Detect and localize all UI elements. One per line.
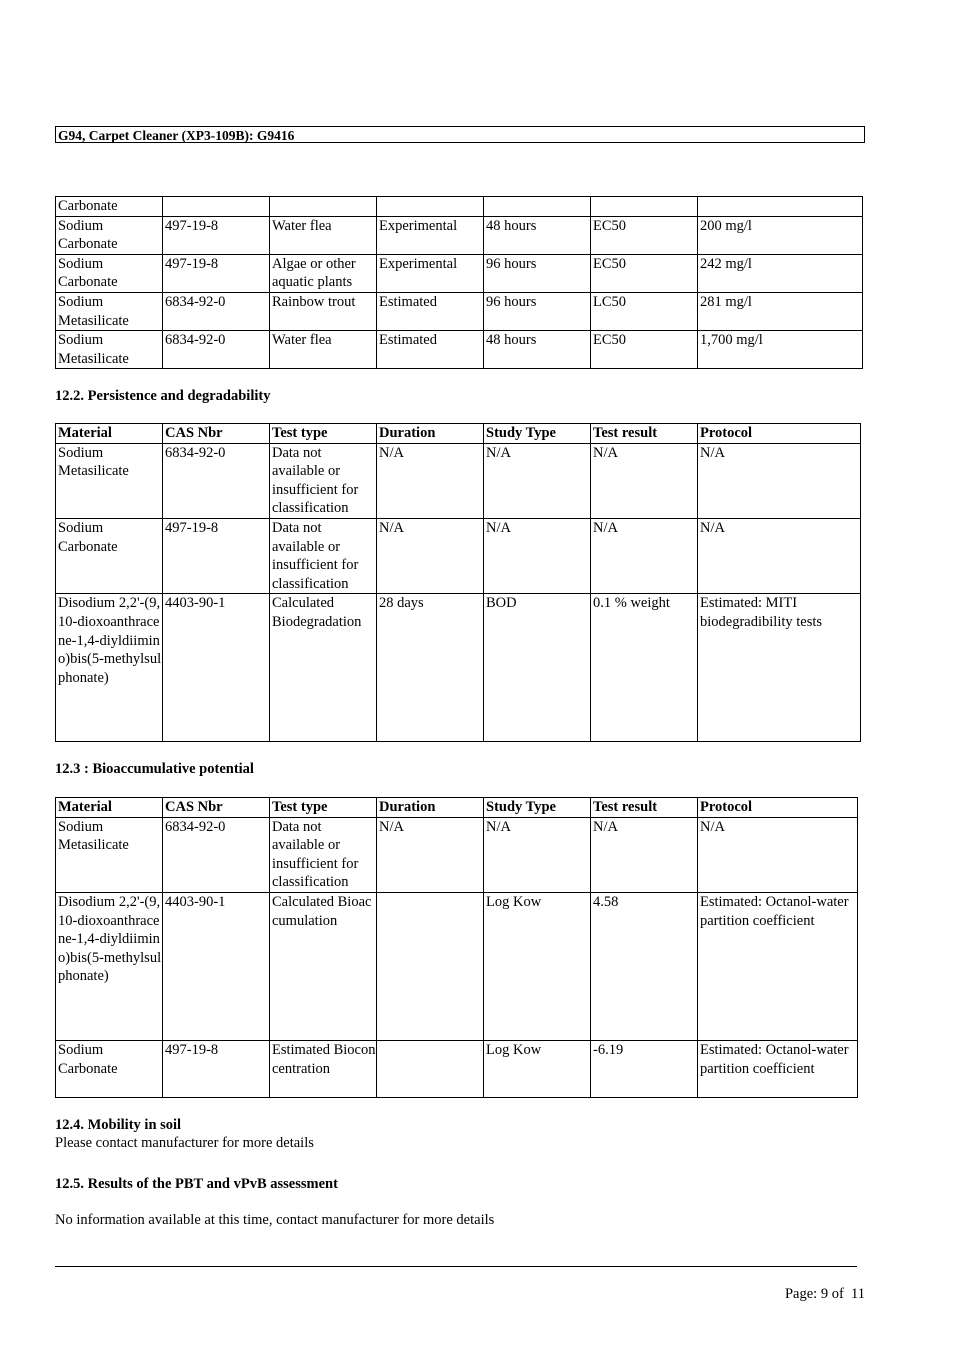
table-cell: N/A bbox=[698, 518, 861, 593]
table-cell: N/A bbox=[698, 817, 858, 892]
column-header: Duration bbox=[377, 798, 484, 818]
column-header: Test type bbox=[270, 424, 377, 444]
table-cell: N/A bbox=[484, 518, 591, 593]
page-number-label: Page: 9 of 11 bbox=[784, 1286, 865, 1302]
table-header-row bbox=[56, 798, 858, 818]
column-header: Duration bbox=[377, 424, 484, 444]
mobility-text: Please contact manufacturer for more details bbox=[55, 1135, 314, 1151]
table-cell: -6.19 bbox=[591, 1040, 698, 1097]
table-cell bbox=[163, 197, 270, 217]
table-cell: EC50 bbox=[591, 254, 698, 292]
table-cell: 497-19-8 bbox=[163, 518, 270, 593]
column-header: Study Type bbox=[484, 798, 591, 818]
table-cell: Calculated Bioaccumulation bbox=[270, 892, 377, 1040]
table-cell: Estimated: Octanol-water partition coefficient bbox=[698, 892, 858, 1040]
column-header: Material bbox=[56, 424, 163, 444]
table-cell: Estimated Bioconcentration bbox=[270, 1040, 377, 1097]
table-cell bbox=[591, 197, 698, 217]
table-cell: Sodium Carbonate bbox=[56, 216, 163, 254]
section-title-pbt: 12.5. Results of the PBT and vPvB assessment bbox=[55, 1176, 338, 1192]
table-cell: Experimental bbox=[377, 216, 484, 254]
page-number bbox=[785, 1286, 865, 1303]
table-cell: Carbonate bbox=[56, 197, 163, 217]
table-row bbox=[56, 518, 861, 593]
table-cell: 48 hours bbox=[484, 216, 591, 254]
table-row bbox=[56, 292, 863, 330]
table-cell: N/A bbox=[484, 443, 591, 518]
table-cell: Sodium Metasilicate bbox=[56, 331, 163, 369]
table-cell: Estimated: MITI biodegradibility tests bbox=[698, 594, 861, 742]
table-cell: 497-19-8 bbox=[163, 1040, 270, 1097]
table-cell: N/A bbox=[377, 443, 484, 518]
table-cell bbox=[270, 197, 377, 217]
table-cell: BOD bbox=[484, 594, 591, 742]
persistence-table bbox=[55, 423, 861, 742]
table-cell: 4403-90-1 bbox=[163, 892, 270, 1040]
column-header: CAS Nbr bbox=[163, 798, 270, 818]
footer-divider bbox=[55, 1266, 857, 1267]
column-header: Test result bbox=[591, 424, 698, 444]
table-cell: Sodium Metasilicate bbox=[56, 443, 163, 518]
table-cell: EC50 bbox=[591, 331, 698, 369]
table-cell: Calculated Biodegradation bbox=[270, 594, 377, 742]
section-title-persistence: 12.2. Persistence and degradability bbox=[55, 388, 271, 404]
table-cell: Log Kow bbox=[484, 1040, 591, 1097]
table-cell: 497-19-8 bbox=[163, 254, 270, 292]
table-cell: Rainbow trout bbox=[270, 292, 377, 330]
table-cell: 0.1 % weight bbox=[591, 594, 698, 742]
table-cell: Algae or other aquatic plants bbox=[270, 254, 377, 292]
table-row bbox=[56, 817, 858, 892]
table-cell: N/A bbox=[484, 817, 591, 892]
table-cell: Data not available or insufficient for classification bbox=[270, 817, 377, 892]
table-cell bbox=[484, 197, 591, 217]
table-cell: 200 mg/l bbox=[698, 216, 863, 254]
table-cell: Disodium 2,2'-(9,10-dioxoanthracene-1,4-diyldiimino)bis(5-methylsulphonate) bbox=[56, 594, 163, 742]
table-row bbox=[56, 216, 863, 254]
table-cell: Estimated: Octanol-water partition coefficient bbox=[698, 1040, 858, 1097]
table-cell: 6834-92-0 bbox=[163, 443, 270, 518]
table-cell: Log Kow bbox=[484, 892, 591, 1040]
column-header: Test result bbox=[591, 798, 698, 818]
table-cell: 96 hours bbox=[484, 254, 591, 292]
table-cell bbox=[377, 197, 484, 217]
table-cell: Sodium Carbonate bbox=[56, 518, 163, 593]
column-header: Protocol bbox=[698, 798, 858, 818]
section-title-bioaccumulative: 12.3 : Bioaccumulative potential bbox=[55, 761, 254, 777]
table-cell: Data not available or insufficient for classification bbox=[270, 443, 377, 518]
table-cell: Sodium Metasilicate bbox=[56, 292, 163, 330]
column-header: Test type bbox=[270, 798, 377, 818]
table-cell: 281 mg/l bbox=[698, 292, 863, 330]
bioaccumulative-table bbox=[55, 797, 858, 1098]
table-cell: N/A bbox=[377, 518, 484, 593]
table-cell: 48 hours bbox=[484, 331, 591, 369]
table-cell: Water flea bbox=[270, 216, 377, 254]
table-cell: Sodium Carbonate bbox=[56, 1040, 163, 1097]
column-header: Material bbox=[56, 798, 163, 818]
table-cell: N/A bbox=[591, 817, 698, 892]
table-row bbox=[56, 892, 858, 1040]
table-cell: 6834-92-0 bbox=[163, 331, 270, 369]
column-header: CAS Nbr bbox=[163, 424, 270, 444]
table-cell: 1,700 mg/l bbox=[698, 331, 863, 369]
table-cell: Sodium Carbonate bbox=[56, 254, 163, 292]
table-cell: Disodium 2,2'-(9,10-dioxoanthracene-1,4-diyldiimino)bis(5-methylsulphonate) bbox=[56, 892, 163, 1040]
table-header-row bbox=[56, 424, 861, 444]
table-cell: 4403-90-1 bbox=[163, 594, 270, 742]
column-header: Study Type bbox=[484, 424, 591, 444]
table-cell: Experimental bbox=[377, 254, 484, 292]
table-cell: LC50 bbox=[591, 292, 698, 330]
table-cell: N/A bbox=[591, 518, 698, 593]
table-row bbox=[56, 594, 861, 742]
table-cell: Data not available or insufficient for classification bbox=[270, 518, 377, 593]
pbt-text: No information available at this time, contact manufacturer for more details bbox=[55, 1212, 495, 1228]
table-cell: 96 hours bbox=[484, 292, 591, 330]
section-title-mobility: 12.4. Mobility in soil bbox=[55, 1117, 182, 1133]
aquatic-toxicity-table bbox=[55, 196, 863, 369]
table-cell: Estimated bbox=[377, 331, 484, 369]
table-cell: 28 days bbox=[377, 594, 484, 742]
table-row bbox=[56, 331, 863, 369]
document-header: G94, Carpet Cleaner (XP3-109B): G9416 bbox=[55, 126, 865, 143]
table-cell: N/A bbox=[377, 817, 484, 892]
table-cell: 6834-92-0 bbox=[163, 292, 270, 330]
table-row bbox=[56, 1040, 858, 1097]
table-cell: Estimated bbox=[377, 292, 484, 330]
table-row bbox=[56, 197, 863, 217]
table-cell bbox=[377, 892, 484, 1040]
table-row bbox=[56, 254, 863, 292]
table-cell: N/A bbox=[698, 443, 861, 518]
table-cell: 242 mg/l bbox=[698, 254, 863, 292]
table-cell bbox=[377, 1040, 484, 1097]
table-cell: Sodium Metasilicate bbox=[56, 817, 163, 892]
table-cell: 497-19-8 bbox=[163, 216, 270, 254]
table-cell bbox=[698, 197, 863, 217]
table-cell: 4.58 bbox=[591, 892, 698, 1040]
table-cell: 6834-92-0 bbox=[163, 817, 270, 892]
table-row bbox=[56, 443, 861, 518]
table-cell: Water flea bbox=[270, 331, 377, 369]
table-cell: N/A bbox=[591, 443, 698, 518]
column-header: Protocol bbox=[698, 424, 861, 444]
table-cell: EC50 bbox=[591, 216, 698, 254]
